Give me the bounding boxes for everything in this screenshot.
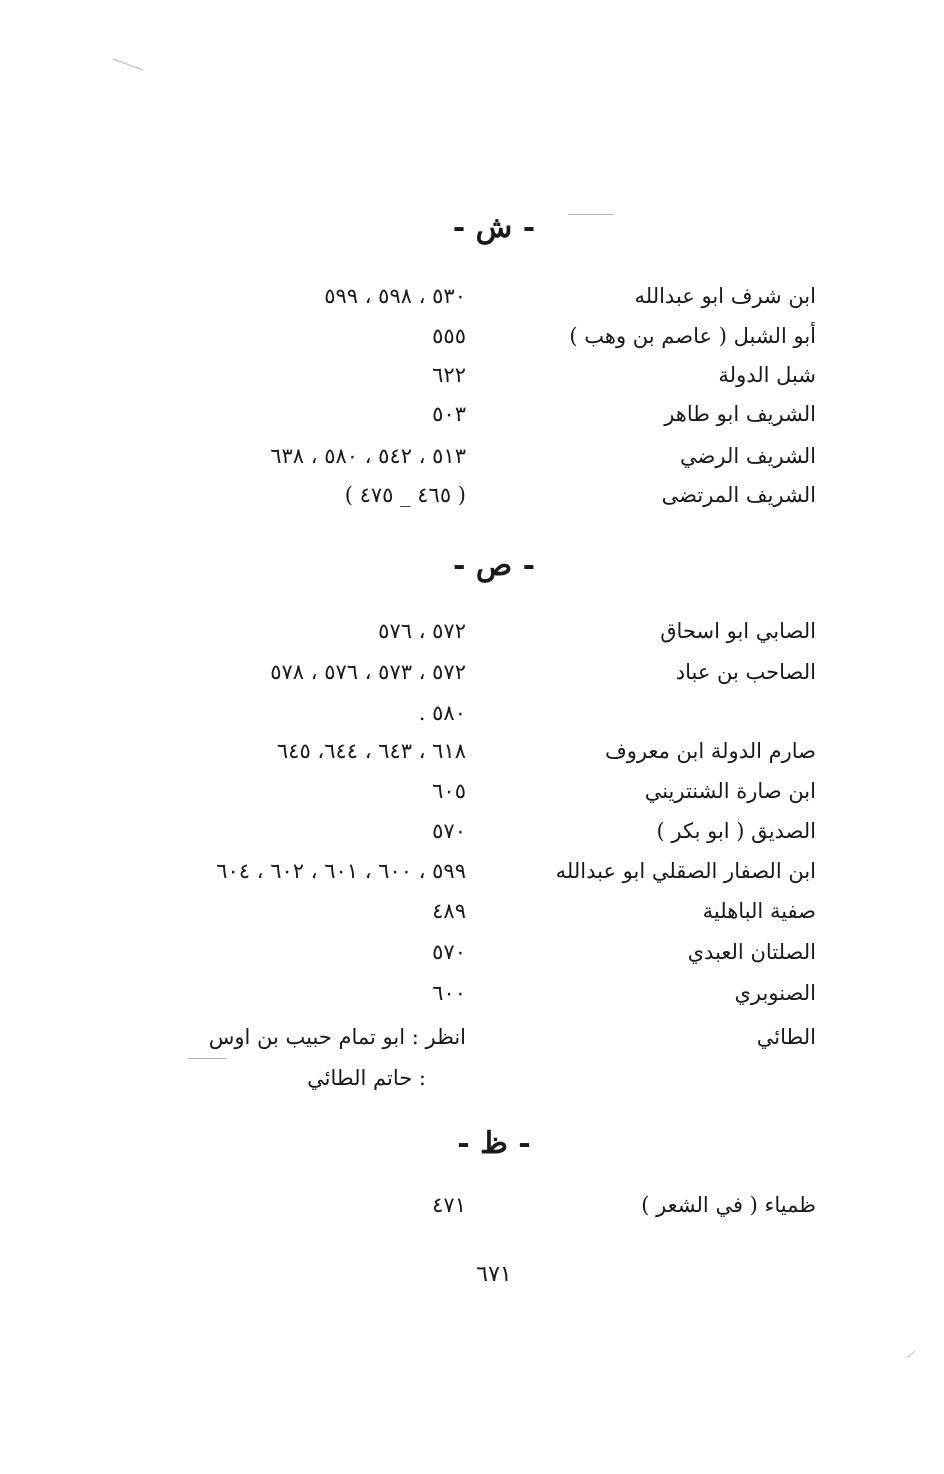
entry-name: ابن صارة الشنتريني	[644, 779, 816, 803]
index-entry	[0, 771, 944, 811]
index-entry	[0, 394, 944, 434]
index-entry	[0, 276, 944, 316]
index-entry	[0, 355, 944, 395]
index-entry	[0, 1185, 944, 1225]
page-number: ٦٧١	[476, 1262, 512, 1287]
entry-page-refs: ٦٠٥	[432, 779, 466, 803]
index-entry	[0, 316, 944, 356]
entry-page-refs: انظر : ابو تمام حبيب بن اوس	[208, 1025, 466, 1049]
entry-name: أبو الشبل ( عاصم بن وهب )	[569, 324, 816, 348]
entry-page-refs: ٥٣٠ ، ٥٩٨ ، ٥٩٩	[324, 284, 466, 308]
entry-page-refs: ( ٤٦٥ _ ٤٧٥ )	[344, 483, 466, 507]
entry-page-refs: : حاتم الطائي	[307, 1066, 426, 1090]
index-entry	[0, 475, 944, 515]
entry-page-refs: ٦٠٠	[432, 981, 466, 1005]
index-entry	[0, 811, 944, 851]
index-entry	[0, 932, 944, 972]
entry-page-refs: ٥٨٠ .	[418, 701, 466, 725]
index-entry	[0, 436, 944, 476]
entry-name: الصاحب بن عباد	[675, 660, 816, 684]
entry-name: الصنوبري	[734, 981, 816, 1005]
entry-name: الصلتان العبدي	[687, 940, 816, 964]
entry-name: الصديق ( ابو بكر )	[656, 819, 816, 843]
index-entry	[0, 652, 944, 692]
entry-name: الشريف الرضي	[680, 444, 816, 468]
index-entry	[0, 891, 944, 931]
entry-page-refs: ٥٠٣	[432, 402, 466, 426]
entry-name: ابن الصفار الصقلي ابو عبدالله	[555, 859, 816, 883]
entry-name: شبل الدولة	[718, 363, 816, 387]
scan-mark	[113, 59, 143, 71]
section-heading-sheen: - ش -	[452, 210, 536, 245]
index-entry	[0, 851, 944, 891]
entry-page-refs: ٥٥٥	[432, 324, 466, 348]
entry-page-refs: ٥٧٢ ، ٥٧٣ ، ٥٧٦ ، ٥٧٨	[270, 660, 466, 684]
entry-name: صارم الدولة ابن معروف	[605, 739, 816, 763]
index-entry-continuation	[0, 1058, 944, 1098]
entry-name: ابن شرف ابو عبدالله	[634, 284, 816, 308]
entry-page-refs: ٤٧١	[432, 1193, 466, 1217]
entry-name: ظمياء ( في الشعر )	[641, 1193, 816, 1217]
entry-page-refs: ٥١٣ ، ٥٤٢ ، ٥٨٠ ، ٦٣٨	[270, 444, 466, 468]
section-heading-sad: - ص -	[452, 548, 536, 583]
entry-page-refs: ٦٢٢	[432, 363, 466, 387]
entry-page-refs: ٥٧٠	[432, 940, 466, 964]
index-entry-continuation	[0, 693, 944, 733]
entry-page-refs: ٥٧٠	[432, 819, 466, 843]
entry-page-refs: ٥٩٩ ، ٦٠٠ ، ٦٠١ ، ٦٠٢ ، ٦٠٤	[216, 859, 466, 883]
section-heading-zaa: - ظ -	[457, 1126, 531, 1161]
entry-page-refs: ٥٧٢ ، ٥٧٦	[378, 619, 466, 643]
index-entry	[0, 1017, 944, 1057]
scan-mark	[907, 1351, 915, 1358]
index-entry	[0, 973, 944, 1013]
entry-name: الشريف ابو طاهر	[664, 402, 816, 426]
entry-name: الصابي ابو اسحاق	[660, 619, 816, 643]
entry-page-refs: ٦١٨ ، ٦٤٣ ، ٦٤٤، ٦٤٥	[276, 739, 466, 763]
index-entry	[0, 731, 944, 771]
index-entry	[0, 611, 944, 651]
entry-name: الشريف المرتضى	[661, 483, 816, 507]
entry-name: الطائي	[756, 1025, 816, 1049]
entry-name: صفية الباهلية	[702, 899, 816, 923]
entry-page-refs: ٤٨٩	[432, 899, 466, 923]
